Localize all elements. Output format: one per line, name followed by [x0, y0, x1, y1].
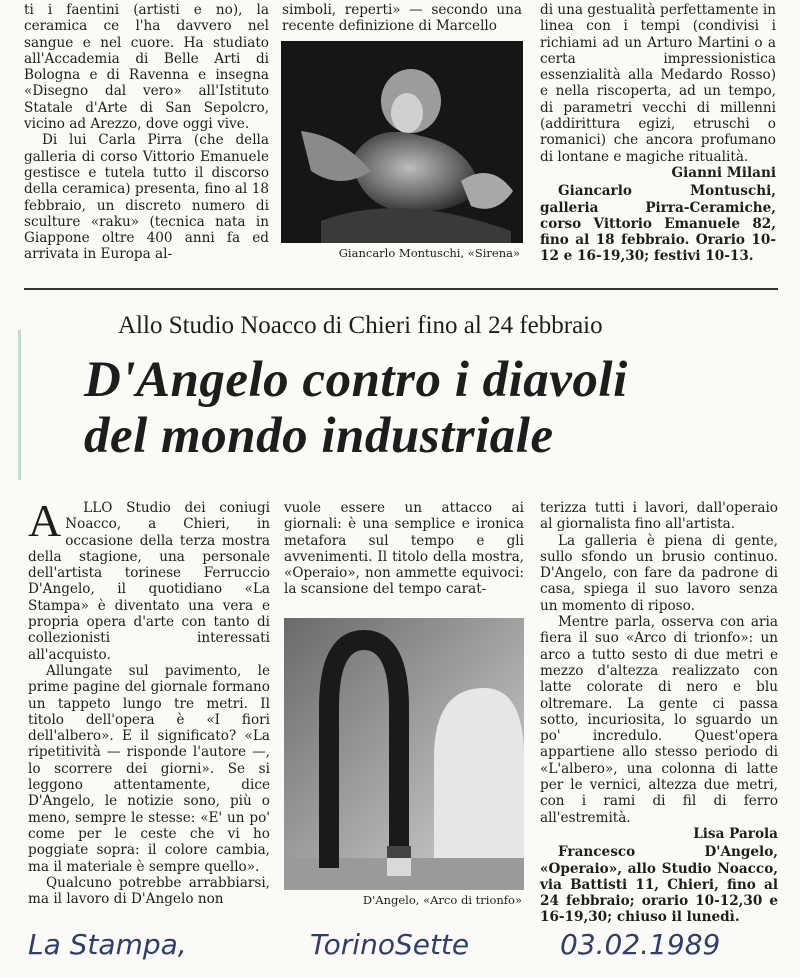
- top-rule: [24, 288, 778, 290]
- headline-line-1: D'Angelo contro i diavoli: [84, 352, 628, 408]
- main-col-2-text: [284, 500, 524, 600]
- top-col1-para1: ti i faentini (artisti e no), la ceramica ce l'ha davvero nel sangue e nel cuore. Ha studiato all'Accademia di Belle Arti di Bologna e di Ravenna e insegna «Disegno dal vero» all'Istituto Statale d'Arte di San Sepolcro, vicino ad Arezzo, dove oggi vive.: [24, 2, 269, 133]
- main-col1-para1: A LLO Studio dei coniugi Noacco, a Chieri, in occasione della terza mostra della stagione, una personale dell'artista torinese Ferruccio D'Angelo, il quotidiano «La Stampa» è diventato una vera e propria opera d'arte con tanto di collezionisti interessati all'acquisto.: [28, 500, 270, 663]
- main-signature: Lisa Parola: [693, 825, 778, 842]
- arco-caption: D'Angelo, «Arco di trionfo»: [362, 893, 522, 907]
- sirena-photo: [281, 41, 523, 243]
- main-col2-para: vuole essere un attacco ai giornali: è una semplice e ironica metafora sul tempo e gli avvenimenti. Il titolo della mostra, «Operaio», non ammette equivoci: la scansione del tempo carat-: [284, 500, 524, 598]
- headline: [84, 352, 764, 464]
- top-col-3: [540, 2, 776, 264]
- sirena-caption: Giancarlo Montuschi, «Sirena»: [338, 246, 520, 260]
- main-credit: Francesco D'Angelo, «Operaio», allo Studio Noacco, via Battisti 11, Chieri, fino al 24 febbraio; orario 10-12,30 e 16-19,30; chiuso il lunedì.: [540, 844, 778, 926]
- main-col1-para2: Allungate sul pavimento, le prime pagine del giornale formano un tappeto lungo tre metri. Il titolo dell'opera è «I fiori dell'albero». E il significato? «La ripetitività — risponde l'autore —, lo scorrere dei giorni». Se si leggono attentamente, dice D'Angelo, le notizie sono, più o meno, sempre le stesse: «E' un po' come per le ceste che vi ho poggiate sopra: il colore cambia, ma il materiale è sempre quello».: [28, 662, 270, 875]
- top-signature: Gianni Milani: [671, 164, 776, 181]
- top-col-2-text: [282, 2, 522, 38]
- handwritten-date: 03.02.1989: [560, 928, 721, 961]
- main-col-3: [540, 500, 778, 926]
- arco-photo: [284, 618, 524, 890]
- kicker: Allo Studio Noacco di Chieri fino al 24 febbraio: [118, 312, 603, 339]
- main-col3-para3: Mentre parla, osserva con aria fiera il suo «Arco di trionfo»: un arco a tutto sesto di due metri e mezzo d'altezza realizzato con latte colorate di nero e blu oltremare. La gente ci passa sotto, incuriosita, lo sguardo un po' incredulo. Quest'opera appartiene allo stesso periodo di «L'albero», una colonna di latte per le vernici, altezza due metri, con i rami di fil di ferro all'estremità.: [540, 614, 778, 826]
- top-credit: Giancarlo Montuschi, galleria Pirra-Ceramiche, corso Vittorio Emanuele 82, fino al 18 febbraio. Orario 10-12 e 16-19,30; festivi 10-13.: [540, 183, 776, 265]
- top-col-1: [24, 2, 269, 264]
- main-col3-para2: La galleria è piena di gente, sullo sfondo un brusio continuo. D'Angelo, con fare da padrone di casa, spiega il suo lavoro senza un momento di riposo.: [540, 532, 778, 614]
- sirena-sculpture-image: [281, 41, 523, 243]
- handwritten-note: [20, 922, 780, 972]
- headline-line-2: del mondo industriale: [84, 408, 554, 464]
- main-col1-para3: Qualcuno potrebbe arrabbiarsi, ma il lavoro di D'Angelo non: [28, 874, 270, 908]
- handwritten-source: La Stampa,: [28, 928, 187, 961]
- main-col-1: [28, 495, 270, 912]
- top-col3-para: di una gestualità perfettamente in linea con i tempi (condivisi i richiami ad un Arturo Martini o a certa impressionistica essenzialità alla Medardo Rosso) e nella riscoperta, ad un tempo, di parametri vecchi di millenni (addirittura egizi, etruschi o romanici) che ancora profumano di lontane e magiche ritualità.: [540, 2, 776, 165]
- top-col1-para2: Di lui Carla Pirra (che della galleria di corso Vittorio Emanuele gestisce e tutela tutto il discorso della ceramica) presenta, fino al 18 febbraio, un discreto numero di sculture «raku» (tecnica nata in Giappone oltre 400 anni fa ed arrivata in Europa al-: [24, 132, 269, 263]
- highlighter-mark: [18, 330, 39, 480]
- top-col2-para: simboli, reperti» — secondo una recente definizione di Marcello: [282, 2, 522, 35]
- main-col3-para1: terizza tutti i lavori, dall'operaio al giornalista fino all'artista.: [540, 500, 778, 533]
- handwritten-section: TorinoSette: [310, 928, 470, 961]
- arco-sculpture-image: [284, 618, 524, 890]
- dropcap: A: [28, 495, 62, 546]
